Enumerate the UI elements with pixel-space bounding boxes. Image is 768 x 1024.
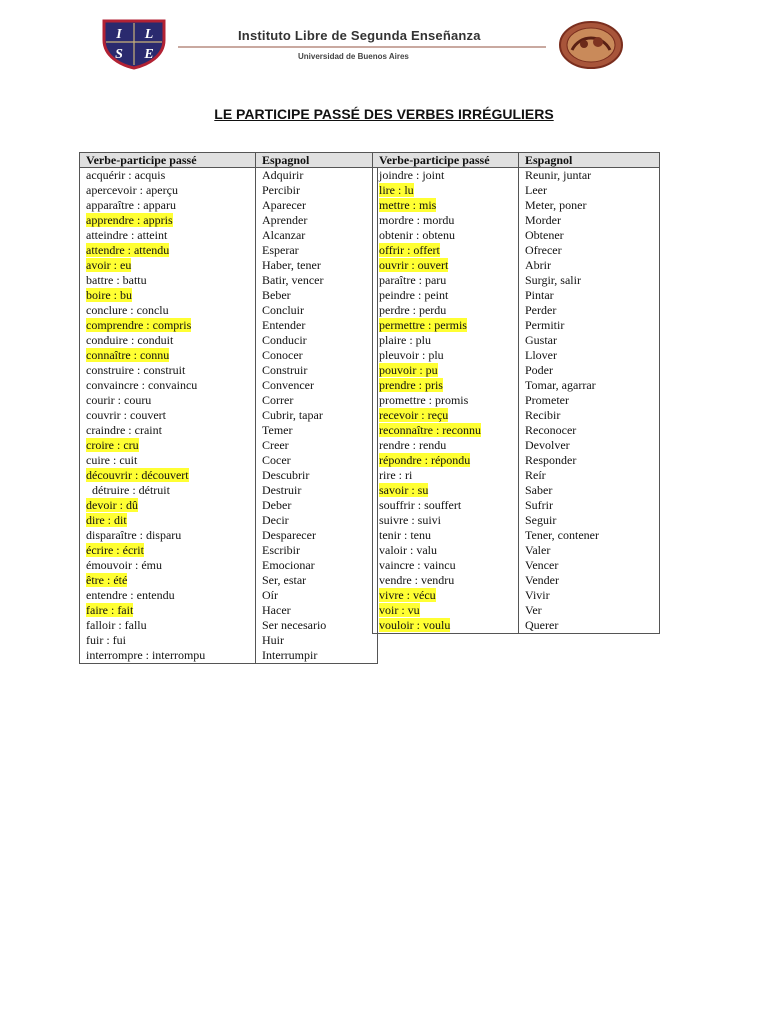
spanish-cell: Pintar xyxy=(519,288,660,303)
table-row xyxy=(80,648,378,664)
verb-participle: devoir : dû xyxy=(86,498,138,512)
spanish-cell: Prometer xyxy=(519,393,660,408)
spanish-cell: Descubrir xyxy=(256,468,378,483)
verb-participle: offrir : offert xyxy=(379,243,440,257)
verbs-table-left xyxy=(79,152,378,664)
spanish-cell: Tener, contener xyxy=(519,528,660,543)
verb-cell xyxy=(80,528,256,543)
verb-participle: tenir : tenu xyxy=(379,528,431,542)
verb-cell xyxy=(373,513,519,528)
table-row xyxy=(373,438,660,453)
spanish-cell: Conocer xyxy=(256,348,378,363)
spanish-cell: Ver xyxy=(519,603,660,618)
verb-participle: écrire : écrit xyxy=(86,543,144,557)
verb-participle: savoir : su xyxy=(379,483,429,497)
table-row xyxy=(373,603,660,618)
verb-cell xyxy=(373,198,519,213)
spanish-cell: Escribir xyxy=(256,543,378,558)
spanish-cell: Alcanzar xyxy=(256,228,378,243)
spanish-cell: Recibir xyxy=(519,408,660,423)
verb-participle: suivre : suivi xyxy=(379,513,441,527)
spanish-cell: Vencer xyxy=(519,558,660,573)
spanish-cell: Correr xyxy=(256,393,378,408)
table-row xyxy=(80,393,378,408)
verb-participle: plaire : plu xyxy=(379,333,431,347)
table-row xyxy=(373,288,660,303)
verb-cell xyxy=(80,423,256,438)
spanish-cell: Surgir, salir xyxy=(519,273,660,288)
verb-cell xyxy=(80,498,256,513)
spanish-cell: Vivir xyxy=(519,588,660,603)
verb-cell xyxy=(80,273,256,288)
column-header-espagnol: Espagnol xyxy=(256,153,378,168)
verb-participle: dire : dit xyxy=(86,513,127,527)
spanish-cell: Desparecer xyxy=(256,528,378,543)
verb-participle: vendre : vendru xyxy=(379,573,455,587)
table-row xyxy=(373,213,660,228)
table-row xyxy=(373,408,660,423)
verb-participle: promettre : promis xyxy=(379,393,469,407)
spanish-cell: Cocer xyxy=(256,453,378,468)
table-row xyxy=(80,423,378,438)
table-row xyxy=(80,558,378,573)
verb-cell xyxy=(373,318,519,333)
table-row xyxy=(373,198,660,213)
table-row xyxy=(373,168,660,184)
spanish-cell: Concluir xyxy=(256,303,378,318)
verb-participle: valoir : valu xyxy=(379,543,437,557)
spanish-cell: Emocionar xyxy=(256,558,378,573)
verb-participle: recevoir : reçu xyxy=(379,408,449,422)
university-seal-logo xyxy=(558,20,624,70)
table-row xyxy=(80,168,378,184)
verb-participle: faire : fait xyxy=(86,603,134,617)
verb-cell xyxy=(373,423,519,438)
table-row xyxy=(373,558,660,573)
verb-cell xyxy=(373,528,519,543)
spanish-cell: Aparecer xyxy=(256,198,378,213)
table-row xyxy=(373,243,660,258)
spanish-cell: Leer xyxy=(519,183,660,198)
verb-cell xyxy=(80,573,256,588)
spanish-cell: Percibir xyxy=(256,183,378,198)
spanish-cell: Interrumpir xyxy=(256,648,378,664)
spanish-cell: Obtener xyxy=(519,228,660,243)
spanish-cell: Morder xyxy=(519,213,660,228)
table-row xyxy=(80,483,378,498)
table-row xyxy=(373,573,660,588)
table-row xyxy=(80,243,378,258)
verb-participle: apprendre : appris xyxy=(86,213,173,227)
verb-cell xyxy=(80,228,256,243)
spanish-cell: Reunir, juntar xyxy=(519,168,660,184)
table-row xyxy=(80,603,378,618)
verb-participle: permettre : permis xyxy=(379,318,467,332)
verb-participle: perdre : perdu xyxy=(379,303,447,317)
table-row xyxy=(373,513,660,528)
spanish-cell: Querer xyxy=(519,618,660,634)
logo-letter-l: L xyxy=(144,27,154,42)
verb-participle: être : été xyxy=(86,573,128,587)
verb-participle: reconnaître : reconnu xyxy=(379,423,481,437)
verb-cell xyxy=(373,228,519,243)
table-header-row xyxy=(373,153,660,168)
verb-participle: détruire : détruit xyxy=(92,483,170,497)
spanish-cell: Beber xyxy=(256,288,378,303)
logo-letter-e: E xyxy=(144,47,154,62)
verb-participle: boire : bu xyxy=(86,288,132,302)
verb-participle: courir : couru xyxy=(86,393,152,407)
verb-participle: mettre : mis xyxy=(379,198,437,212)
table-row xyxy=(373,393,660,408)
table-row xyxy=(80,543,378,558)
header-rule xyxy=(178,46,546,48)
table-row xyxy=(80,213,378,228)
table-row xyxy=(373,258,660,273)
spanish-cell: Tomar, agarrar xyxy=(519,378,660,393)
verb-participle: vaincre : vaincu xyxy=(379,558,456,572)
verbs-table-right xyxy=(372,152,660,634)
table-row xyxy=(80,258,378,273)
verb-participle: conduire : conduit xyxy=(86,333,174,347)
verb-cell xyxy=(80,633,256,648)
verb-participle: apparaître : apparu xyxy=(86,198,176,212)
spanish-cell: Destruir xyxy=(256,483,378,498)
verb-cell xyxy=(373,213,519,228)
verb-cell xyxy=(80,183,256,198)
ilse-shield-logo xyxy=(100,18,168,70)
table-row xyxy=(80,333,378,348)
verb-participle: pouvoir : pu xyxy=(379,363,438,377)
table-row xyxy=(80,498,378,513)
verb-cell xyxy=(80,648,256,664)
verb-cell xyxy=(80,213,256,228)
spanish-cell: Huir xyxy=(256,633,378,648)
verb-participle: comprendre : compris xyxy=(86,318,192,332)
table-row xyxy=(80,228,378,243)
logo-letter-i: I xyxy=(116,27,122,42)
verb-participle: mordre : mordu xyxy=(379,213,455,227)
table-row xyxy=(80,378,378,393)
verb-cell xyxy=(373,243,519,258)
spanish-cell: Aprender xyxy=(256,213,378,228)
table-row xyxy=(373,468,660,483)
verb-participle: ouvrir : ouvert xyxy=(379,258,449,272)
table-row xyxy=(373,528,660,543)
table-row xyxy=(80,513,378,528)
table-row xyxy=(80,528,378,543)
verb-cell xyxy=(373,378,519,393)
verb-participle: découvrir : découvert xyxy=(86,468,189,482)
verb-cell xyxy=(80,303,256,318)
verb-cell xyxy=(80,618,256,633)
verb-cell xyxy=(373,183,519,198)
verb-cell xyxy=(80,333,256,348)
verb-cell xyxy=(80,393,256,408)
table-row xyxy=(373,228,660,243)
verb-participle: atteindre : atteint xyxy=(86,228,168,242)
verb-cell xyxy=(80,558,256,573)
verb-participle: émouvoir : ému xyxy=(86,558,162,572)
verb-cell xyxy=(80,378,256,393)
table-row xyxy=(373,498,660,513)
verb-participle: vivre : vécu xyxy=(379,588,436,602)
spanish-cell: Devolver xyxy=(519,438,660,453)
verb-cell xyxy=(80,318,256,333)
verb-participle: lire : lu xyxy=(379,183,414,197)
spanish-cell: Valer xyxy=(519,543,660,558)
verb-cell xyxy=(80,258,256,273)
spanish-cell: Batir, vencer xyxy=(256,273,378,288)
verb-participle: rendre : rendu xyxy=(379,438,447,452)
spanish-cell: Entender xyxy=(256,318,378,333)
verb-cell xyxy=(80,408,256,423)
column-header-verbe: Verbe-participe passé xyxy=(80,153,256,168)
spanish-cell: Sufrir xyxy=(519,498,660,513)
table-row xyxy=(80,318,378,333)
verb-participle: entendre : entendu xyxy=(86,588,175,602)
spanish-cell: Conducir xyxy=(256,333,378,348)
verb-cell xyxy=(80,603,256,618)
verb-cell xyxy=(373,258,519,273)
table-row xyxy=(80,348,378,363)
spanish-cell: Oír xyxy=(256,588,378,603)
table-row xyxy=(373,183,660,198)
table-header-row xyxy=(80,153,378,168)
verb-participle: conclure : conclu xyxy=(86,303,169,317)
verb-cell xyxy=(80,483,256,498)
verb-participle: rire : ri xyxy=(379,468,413,482)
verb-cell xyxy=(373,348,519,363)
spanish-cell: Adquirir xyxy=(256,168,378,184)
verb-cell xyxy=(373,543,519,558)
verb-cell xyxy=(80,243,256,258)
verb-cell xyxy=(80,348,256,363)
verb-cell xyxy=(373,273,519,288)
verb-participle: attendre : attendu xyxy=(86,243,170,257)
verb-cell xyxy=(373,573,519,588)
spanish-cell: Construir xyxy=(256,363,378,378)
letterhead xyxy=(0,0,768,90)
verb-cell xyxy=(80,438,256,453)
table-row xyxy=(80,573,378,588)
spanish-cell: Esperar xyxy=(256,243,378,258)
verb-participle: peindre : peint xyxy=(379,288,449,302)
table-row xyxy=(80,408,378,423)
verb-participle: paraître : paru xyxy=(379,273,447,287)
spanish-cell: Deber xyxy=(256,498,378,513)
verb-participle: voir : vu xyxy=(379,603,420,617)
verb-cell xyxy=(373,393,519,408)
verb-participle: falloir : fallu xyxy=(86,618,147,632)
spanish-cell: Llover xyxy=(519,348,660,363)
spanish-cell: Convencer xyxy=(256,378,378,393)
verb-cell xyxy=(80,543,256,558)
spanish-cell: Seguir xyxy=(519,513,660,528)
spanish-cell: Saber xyxy=(519,483,660,498)
table-row xyxy=(80,468,378,483)
verb-participle: cuire : cuit xyxy=(86,453,138,467)
table-row xyxy=(80,303,378,318)
verb-participle: disparaître : disparu xyxy=(86,528,182,542)
spanish-cell: Vender xyxy=(519,573,660,588)
verb-cell xyxy=(373,558,519,573)
table-row xyxy=(373,273,660,288)
verb-participle: acquérir : acquis xyxy=(86,168,166,182)
spanish-cell: Permitir xyxy=(519,318,660,333)
table-row xyxy=(80,363,378,378)
spanish-cell: Meter, poner xyxy=(519,198,660,213)
verb-cell xyxy=(373,438,519,453)
table-row xyxy=(373,333,660,348)
table-row xyxy=(373,618,660,634)
verb-cell xyxy=(373,588,519,603)
verb-participle: croire : cru xyxy=(86,438,139,452)
verb-participle: souffrir : souffert xyxy=(379,498,462,512)
column-header-espagnol: Espagnol xyxy=(519,153,660,168)
verb-participle: obtenir : obtenu xyxy=(379,228,455,242)
verb-cell xyxy=(80,363,256,378)
spanish-cell: Poder xyxy=(519,363,660,378)
verb-cell xyxy=(373,168,519,184)
verb-cell xyxy=(80,453,256,468)
spanish-cell: Gustar xyxy=(519,333,660,348)
spanish-cell: Responder xyxy=(519,453,660,468)
table-row xyxy=(80,198,378,213)
verb-participle: couvrir : couvert xyxy=(86,408,166,422)
verb-participle: vouloir : voulu xyxy=(379,618,451,632)
spanish-cell: Haber, tener xyxy=(256,258,378,273)
column-header-verbe: Verbe-participe passé xyxy=(373,153,519,168)
spanish-cell: Reconocer xyxy=(519,423,660,438)
table-row xyxy=(373,543,660,558)
verb-participle: prendre : pris xyxy=(379,378,443,392)
table-row xyxy=(80,438,378,453)
verb-cell xyxy=(373,303,519,318)
verb-cell xyxy=(373,468,519,483)
verb-participle: joindre : joint xyxy=(379,168,445,182)
table-row xyxy=(80,183,378,198)
spanish-cell: Ser necesario xyxy=(256,618,378,633)
verb-participle: convaincre : convaincu xyxy=(86,378,198,392)
verb-participle: pleuvoir : plu xyxy=(379,348,444,362)
verb-participle: interrompre : interrompu xyxy=(86,648,206,662)
table-row xyxy=(373,483,660,498)
verb-cell xyxy=(373,483,519,498)
table-row xyxy=(80,288,378,303)
table-row xyxy=(373,453,660,468)
spanish-cell: Decir xyxy=(256,513,378,528)
verb-cell xyxy=(373,498,519,513)
table-row xyxy=(373,318,660,333)
verb-cell xyxy=(80,468,256,483)
spanish-cell: Ofrecer xyxy=(519,243,660,258)
verb-cell xyxy=(80,588,256,603)
spanish-cell: Ser, estar xyxy=(256,573,378,588)
verb-cell xyxy=(373,618,519,634)
verb-cell xyxy=(373,603,519,618)
verb-cell xyxy=(80,513,256,528)
verb-cell xyxy=(80,198,256,213)
verb-cell xyxy=(373,333,519,348)
table-row xyxy=(373,348,660,363)
verb-cell xyxy=(373,288,519,303)
verb-cell xyxy=(80,168,256,184)
verb-participle: fuir : fui xyxy=(86,633,126,647)
table-row xyxy=(373,378,660,393)
table-row xyxy=(80,588,378,603)
verb-cell xyxy=(373,453,519,468)
table-row xyxy=(80,453,378,468)
table-row xyxy=(80,273,378,288)
logo-letter-s: S xyxy=(115,47,123,62)
table-row xyxy=(373,588,660,603)
spanish-cell: Hacer xyxy=(256,603,378,618)
spanish-cell: Abrir xyxy=(519,258,660,273)
table-row xyxy=(373,423,660,438)
table-row xyxy=(373,363,660,378)
verb-participle: battre : battu xyxy=(86,273,147,287)
spanish-cell: Temer xyxy=(256,423,378,438)
verb-participle: apercevoir : aperçu xyxy=(86,183,178,197)
university-name: Universidad de Buenos Aires xyxy=(298,52,409,61)
verb-cell xyxy=(373,363,519,378)
table-row xyxy=(80,618,378,633)
verb-participle: avoir : eu xyxy=(86,258,132,272)
spanish-cell: Cubrir, tapar xyxy=(256,408,378,423)
verb-cell xyxy=(80,288,256,303)
spanish-cell: Creer xyxy=(256,438,378,453)
table-row xyxy=(80,633,378,648)
spanish-cell: Reír xyxy=(519,468,660,483)
table-row xyxy=(373,303,660,318)
institute-name: Instituto Libre de Segunda Enseñanza xyxy=(238,28,481,43)
spanish-cell: Perder xyxy=(519,303,660,318)
verb-participle: construire : construit xyxy=(86,363,186,377)
verb-participle: répondre : répondu xyxy=(379,453,471,467)
verb-cell xyxy=(373,408,519,423)
verb-participle: craindre : craint xyxy=(86,423,162,437)
page-title: LE PARTICIPE PASSÉ DES VERBES IRRÉGULIERS xyxy=(214,106,554,122)
verb-participle: connaître : connu xyxy=(86,348,170,362)
